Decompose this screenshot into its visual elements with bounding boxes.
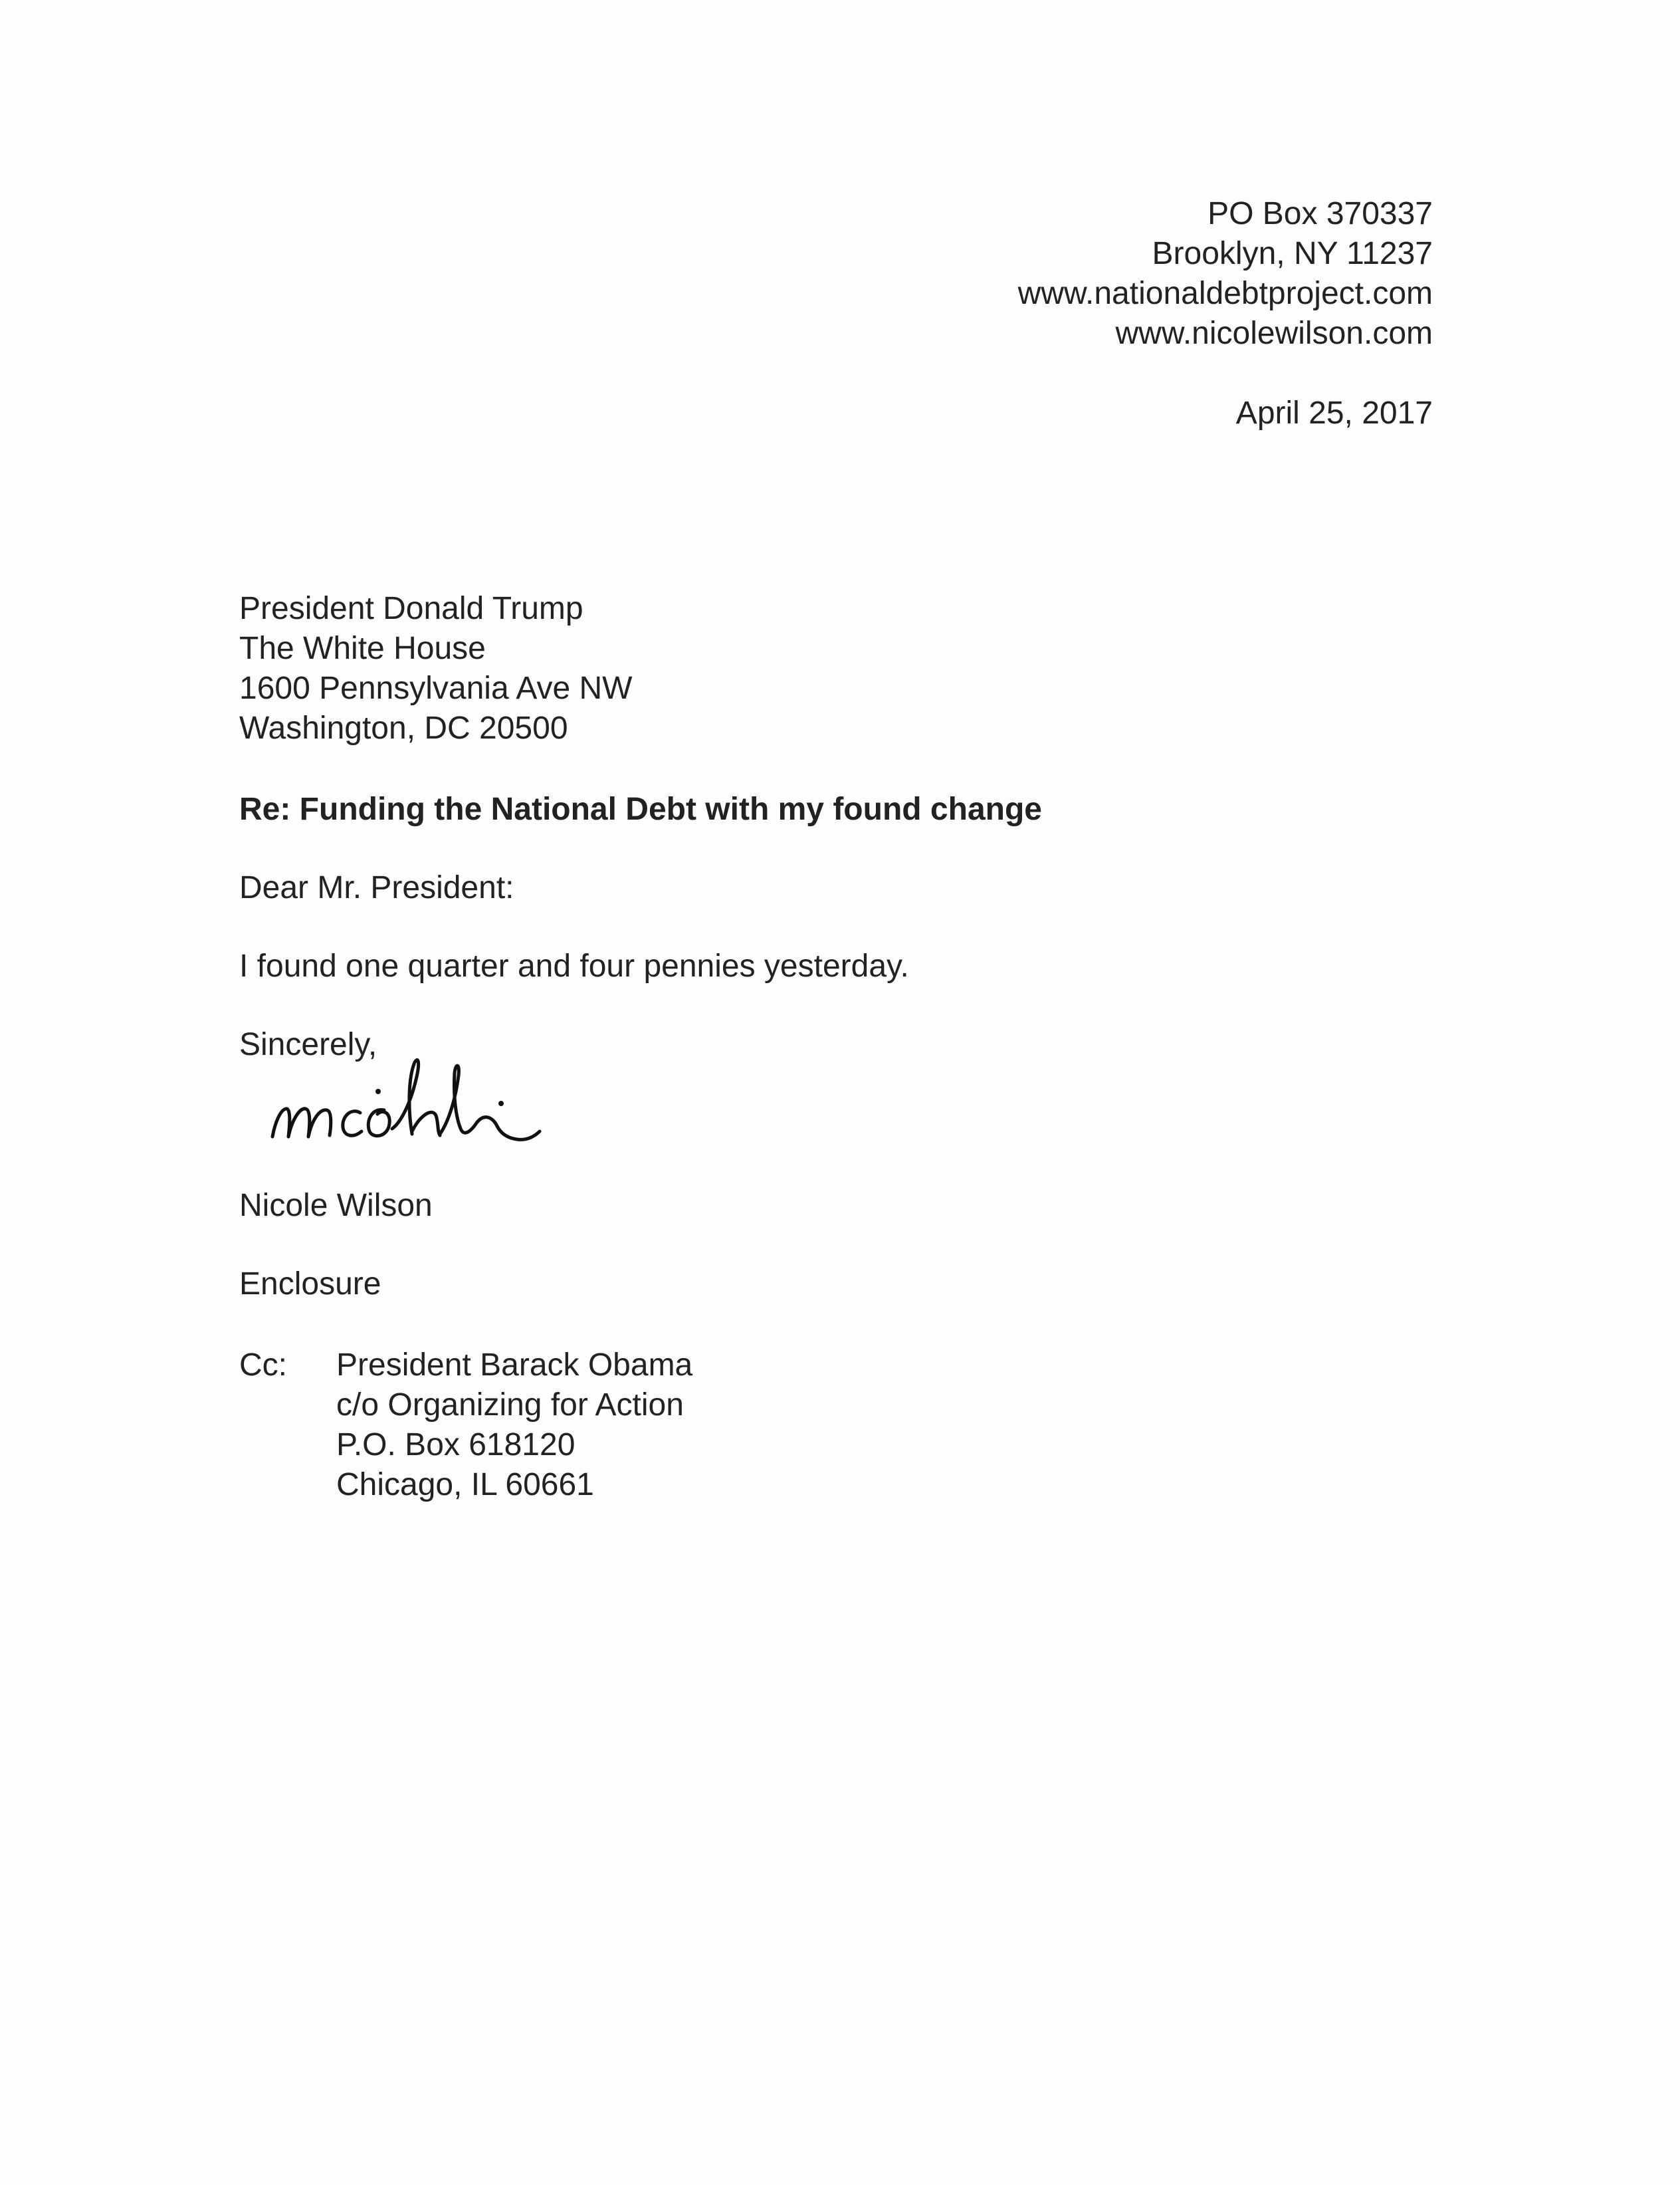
recipient-line: The White House — [239, 631, 486, 666]
recipient-line: 1600 Pennsylvania Ave NW — [239, 671, 633, 706]
enclosure-notation: Enclosure — [239, 1266, 381, 1302]
cc-label: Cc: — [239, 1347, 287, 1383]
recipient-line: Washington, DC 20500 — [239, 711, 568, 746]
subject-line: Re: Funding the National Debt with my found change — [239, 792, 1042, 827]
return-address — [1018, 194, 1433, 354]
cc-address — [336, 1345, 692, 1505]
return-address-line: www.nicolewilson.com — [1115, 316, 1433, 351]
return-address-line: PO Box 370337 — [1208, 196, 1433, 231]
signer-name: Nicole Wilson — [239, 1188, 433, 1223]
cc-line: P.O. Box 618120 — [336, 1427, 576, 1462]
recipient-address — [239, 589, 632, 748]
closing: Sincerely, — [239, 1027, 377, 1062]
return-address-line: Brooklyn, NY 11237 — [1152, 236, 1433, 271]
salutation: Dear Mr. President: — [239, 870, 514, 905]
cc-line: Chicago, IL 60661 — [336, 1467, 594, 1502]
letter-body: I found one quarter and four pennies yesterday. — [239, 949, 909, 984]
signature — [266, 1044, 598, 1157]
return-address-line: www.nationaldebtproject.com — [1017, 276, 1433, 311]
recipient-line: President Donald Trump — [239, 591, 583, 626]
cc-line: President Barack Obama — [336, 1347, 693, 1383]
cc-line: c/o Organizing for Action — [336, 1387, 684, 1423]
letter-date: April 25, 2017 — [1235, 396, 1433, 431]
